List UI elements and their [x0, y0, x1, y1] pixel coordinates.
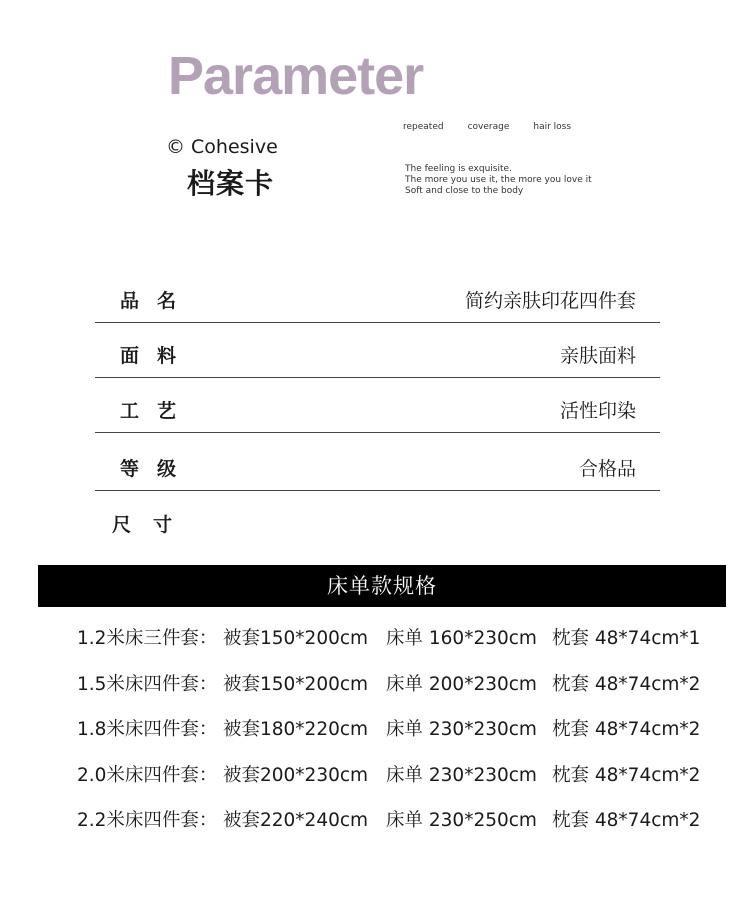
param-row-craft — [95, 378, 660, 433]
spec-pillow: 枕套 48*74cm*1 — [552, 628, 701, 649]
spec-sheet: 床单 230*230cm — [386, 719, 537, 740]
spec-duvet: 被套200*230cm — [223, 764, 369, 786]
spec-pillow: 枕套 48*74cm*2 — [552, 810, 701, 831]
param-value: 合格品 — [578, 458, 636, 480]
spec-row — [0, 804, 750, 850]
tag-item: repeated — [403, 122, 444, 132]
size-label: 尺寸 — [112, 514, 195, 536]
spec-pillow: 枕套 48*74cm*2 — [552, 673, 701, 695]
tag-item: hair loss — [533, 122, 572, 132]
tag-list — [403, 121, 595, 133]
param-row-name — [95, 268, 660, 323]
spec-list — [0, 622, 750, 850]
spec-sheet: 床单 200*230cm — [386, 673, 537, 695]
tag-item: coverage — [467, 122, 510, 132]
param-value: 亲肤面料 — [559, 345, 636, 367]
spec-sheet: 床单 230*230cm — [386, 764, 537, 786]
tagline-line: Soft and close to the body — [405, 186, 524, 196]
param-row-grade — [95, 433, 660, 491]
spec-duvet: 被套150*200cm — [223, 673, 369, 695]
spec-duvet: 被套180*220cm — [223, 719, 369, 740]
tagline-line: The feeling is exquisite. — [405, 164, 512, 174]
page-title: Parameter — [168, 46, 424, 106]
spec-row — [0, 713, 750, 759]
spec-pillow: 枕套 48*74cm*2 — [552, 719, 701, 740]
param-label: 面料 — [120, 345, 195, 367]
param-value: 活性印染 — [559, 400, 636, 422]
spec-sheet: 床单 160*230cm — [386, 628, 537, 649]
parameter-table — [95, 268, 660, 491]
spec-row — [0, 668, 750, 714]
spec-bed: 1.5米床四件套： — [77, 673, 218, 695]
spec-banner: 床单款规格 — [38, 565, 726, 607]
tagline-line: The more you use it, the more you love it — [405, 175, 592, 185]
tagline — [405, 164, 592, 197]
spec-pillow: 枕套 48*74cm*2 — [552, 764, 701, 786]
param-label: 等级 — [120, 458, 195, 480]
param-label: 品名 — [120, 290, 195, 312]
spec-bed: 2.0米床四件套： — [77, 764, 218, 786]
spec-row — [0, 759, 750, 805]
param-value: 简约亲肤印花四件套 — [464, 290, 636, 312]
card-title: 档案卡 — [187, 167, 275, 200]
spec-row — [0, 622, 750, 668]
spec-duvet: 被套220*240cm — [223, 810, 369, 831]
param-row-fabric — [95, 323, 660, 378]
spec-sheet: 床单 230*250cm — [386, 810, 537, 831]
brand-name: © Cohesive — [166, 136, 278, 158]
spec-bed: 1.8米床四件套： — [77, 719, 218, 740]
spec-bed: 1.2米床三件套： — [77, 628, 218, 649]
spec-bed: 2.2米床四件套： — [77, 810, 218, 831]
param-label: 工艺 — [120, 400, 195, 422]
spec-duvet: 被套150*200cm — [223, 628, 369, 649]
